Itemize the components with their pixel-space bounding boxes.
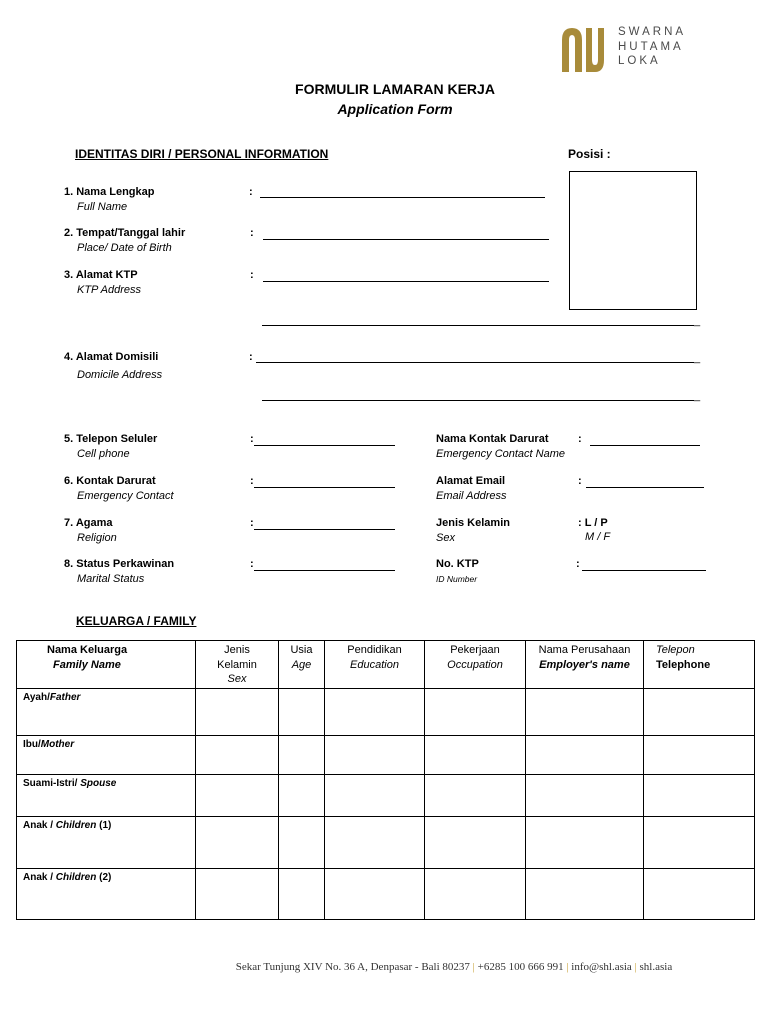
colon: :: [576, 558, 580, 570]
field-label-en: Cell phone: [77, 448, 130, 460]
sex-options[interactable]: : L / P: [578, 517, 608, 529]
col-header-age: [279, 641, 325, 689]
field-label-en: Religion: [77, 532, 117, 544]
field-label: 5. Telepon Seluler: [64, 433, 158, 445]
row-label-en: Children: [55, 872, 97, 883]
table-cell[interactable]: [325, 775, 425, 817]
row-label-id: Anak /: [23, 820, 56, 831]
field-label-en: Emergency Contact Name: [436, 448, 565, 460]
colon: :: [250, 433, 254, 445]
field-label-en: Emergency Contact: [77, 490, 174, 502]
trailing-underscore: _: [694, 390, 701, 402]
table-row-child-2: [17, 869, 755, 920]
ktp-address-input-line[interactable]: [263, 281, 549, 282]
col-header-employer: [526, 641, 644, 689]
table-cell[interactable]: [196, 736, 279, 775]
colon: :: [250, 269, 254, 281]
field-label: No. KTP: [436, 558, 479, 570]
field-full-name: [64, 186, 154, 213]
col-header-en: Occupation: [447, 658, 503, 671]
field-label: 1. Nama Lengkap: [64, 186, 155, 198]
col-header-id: Telepon: [656, 644, 695, 656]
row-label-suffix: (1): [96, 820, 112, 831]
field-label-en: Marital Status: [77, 573, 145, 585]
field-domicile: [64, 351, 162, 381]
col-header-en: Education: [350, 658, 399, 671]
colon: :: [249, 186, 253, 198]
field-religion: [64, 517, 117, 544]
table-cell[interactable]: [644, 869, 755, 920]
table-cell[interactable]: [644, 817, 755, 869]
field-label-en: ID Number: [436, 574, 478, 584]
table-row-spouse: [17, 775, 755, 817]
col-header-id: Pekerjaan: [450, 644, 500, 656]
field-id-number: [436, 558, 479, 584]
table-cell[interactable]: [526, 775, 644, 817]
table-cell[interactable]: [279, 775, 325, 817]
field-label: 4. Alamat Domisili: [64, 351, 159, 363]
col-header-id: Nama Keluarga: [47, 644, 128, 656]
field-email: [436, 475, 507, 502]
trailing-underscore: _: [694, 315, 701, 327]
colon: :: [578, 433, 582, 445]
table-row-child-1: [17, 817, 755, 869]
table-cell[interactable]: [325, 736, 425, 775]
field-label: 3. Alamat KTP: [64, 269, 138, 281]
field-emergency-contact: [64, 475, 174, 502]
logo-word-2: HUTAMA: [618, 40, 684, 53]
colon: :: [250, 227, 254, 239]
field-label: Alamat Email: [436, 475, 506, 487]
ktp-address-input-line-2[interactable]: [262, 325, 694, 326]
footer-email[interactable]: info@shl.asia: [571, 961, 632, 973]
table-cell[interactable]: [279, 689, 325, 736]
colon: :: [250, 475, 254, 487]
footer-phone: +6285 100 666 991: [477, 961, 564, 973]
table-cell[interactable]: [425, 775, 526, 817]
table-cell[interactable]: [279, 869, 325, 920]
field-emergency-contact-name: [436, 433, 565, 460]
row-label-id: Ayah/: [23, 692, 50, 703]
table-cell[interactable]: [196, 775, 279, 817]
logo-word-3: LOKA: [618, 55, 661, 67]
table-cell[interactable]: [196, 817, 279, 869]
logo-word-1: SWARNA: [618, 26, 687, 38]
marital-status-input-line[interactable]: [254, 570, 395, 571]
row-label: [17, 689, 196, 736]
col-header-id: Jenis Kelamin: [217, 644, 257, 671]
field-marital-status: [64, 558, 174, 585]
religion-input-line[interactable]: [254, 529, 395, 530]
form-title: FORMULIR LAMARAN KERJA: [295, 81, 495, 97]
email-input-line[interactable]: [586, 487, 704, 488]
table-cell[interactable]: [644, 736, 755, 775]
table-cell[interactable]: [526, 689, 644, 736]
table-cell[interactable]: [279, 817, 325, 869]
col-header-en: Telephone: [656, 658, 711, 671]
domicile-input-line-2[interactable]: [262, 400, 694, 401]
full-name-input-line[interactable]: [260, 197, 545, 198]
colon: :: [250, 517, 254, 529]
row-label-id: Anak /: [23, 872, 56, 883]
domicile-input-line[interactable]: [256, 362, 694, 363]
col-header-sex: [196, 641, 279, 689]
footer-separator: |: [472, 961, 475, 973]
field-ktp-address: [64, 269, 141, 296]
col-header-education: [325, 641, 425, 689]
family-heading: KELUARGA / FAMILY: [76, 614, 197, 628]
field-label-en: Full Name: [77, 201, 128, 213]
row-label-en: Father: [49, 692, 81, 703]
col-header-id: Nama Perusahaan: [538, 644, 631, 656]
table-cell[interactable]: [644, 775, 755, 817]
col-header-occupation: [425, 641, 526, 689]
row-label-en: Mother: [40, 739, 75, 750]
colon: :: [578, 475, 582, 487]
field-sex: [436, 517, 510, 544]
col-header-en: Family Name: [53, 658, 121, 671]
table-cell[interactable]: [325, 817, 425, 869]
row-label-id: Suami-Istri/: [23, 778, 81, 789]
col-header-en: Employer's name: [539, 658, 630, 671]
field-birth: [64, 227, 185, 254]
footer: [0, 961, 768, 973]
field-label: 7. Agama: [64, 517, 113, 529]
footer-separator: |: [634, 961, 637, 973]
field-label: 8. Status Perkawinan: [64, 558, 175, 570]
field-label-en: Sex: [436, 532, 455, 544]
field-cell-phone: [64, 433, 157, 460]
col-header-telephone: [644, 641, 755, 689]
row-label: [17, 869, 196, 920]
row-label-en: Spouse: [80, 778, 117, 789]
col-header-id: Pendidikan: [347, 644, 402, 656]
field-label: Nama Kontak Darurat: [436, 433, 549, 445]
table-cell[interactable]: [425, 736, 526, 775]
trailing-underscore: _: [694, 352, 701, 364]
col-header-en: Age: [291, 658, 312, 671]
table-row-mother: [17, 736, 755, 775]
field-label-en: Place/ Date of Birth: [77, 242, 172, 254]
table-row-father: [17, 689, 755, 736]
table-cell[interactable]: [425, 689, 526, 736]
row-label: [17, 775, 196, 817]
field-label-en: Domicile Address: [77, 369, 163, 381]
emergency-contact-name-input-line[interactable]: [590, 445, 700, 446]
table-cell[interactable]: [526, 869, 644, 920]
company-logo-text: [618, 25, 686, 69]
footer-address: Sekar Tunjung XIV No. 36 A, Denpasar - Bali 80237: [235, 961, 470, 973]
col-header-id: Usia: [290, 644, 313, 656]
table-cell[interactable]: [196, 689, 279, 736]
colon: :: [250, 558, 254, 570]
field-label: 2. Tempat/Tanggal lahir: [64, 227, 186, 239]
row-label: [17, 817, 196, 869]
row-label-id: Ibu/: [23, 739, 41, 750]
id-number-input-line[interactable]: [582, 570, 706, 571]
col-header-family-name: [17, 641, 196, 689]
row-label-en: Children: [55, 820, 97, 831]
cell-phone-input-line[interactable]: [254, 445, 395, 446]
table-cell[interactable]: [196, 869, 279, 920]
sex-options-en: M / F: [585, 531, 611, 543]
table-cell[interactable]: [325, 689, 425, 736]
birth-input-line[interactable]: [263, 239, 549, 240]
table-cell[interactable]: [325, 869, 425, 920]
footer-separator: |: [566, 961, 569, 973]
field-label-en: Email Address: [436, 490, 507, 502]
col-header-en: Sex: [227, 673, 247, 685]
table-header-row: [17, 641, 755, 689]
form-subtitle: Application Form: [337, 101, 453, 117]
position-label: Posisi :: [568, 147, 611, 161]
table-cell[interactable]: [644, 689, 755, 736]
emergency-contact-input-line[interactable]: [254, 487, 395, 488]
field-label: Jenis Kelamin: [436, 517, 510, 529]
family-table: [16, 640, 755, 920]
table-cell[interactable]: [425, 817, 526, 869]
colon: :: [249, 351, 253, 363]
personal-info-heading: IDENTITAS DIRI / PERSONAL INFORMATION: [75, 147, 329, 161]
table-cell[interactable]: [526, 736, 644, 775]
table-cell[interactable]: [526, 817, 644, 869]
row-label-suffix: (2): [96, 872, 112, 883]
footer-website[interactable]: shl.asia: [639, 961, 673, 973]
field-label: 6. Kontak Darurat: [64, 475, 156, 487]
field-label-en: KTP Address: [77, 284, 141, 296]
photo-box[interactable]: [569, 171, 697, 310]
table-cell[interactable]: [279, 736, 325, 775]
table-cell[interactable]: [425, 869, 526, 920]
row-label: [17, 736, 196, 775]
